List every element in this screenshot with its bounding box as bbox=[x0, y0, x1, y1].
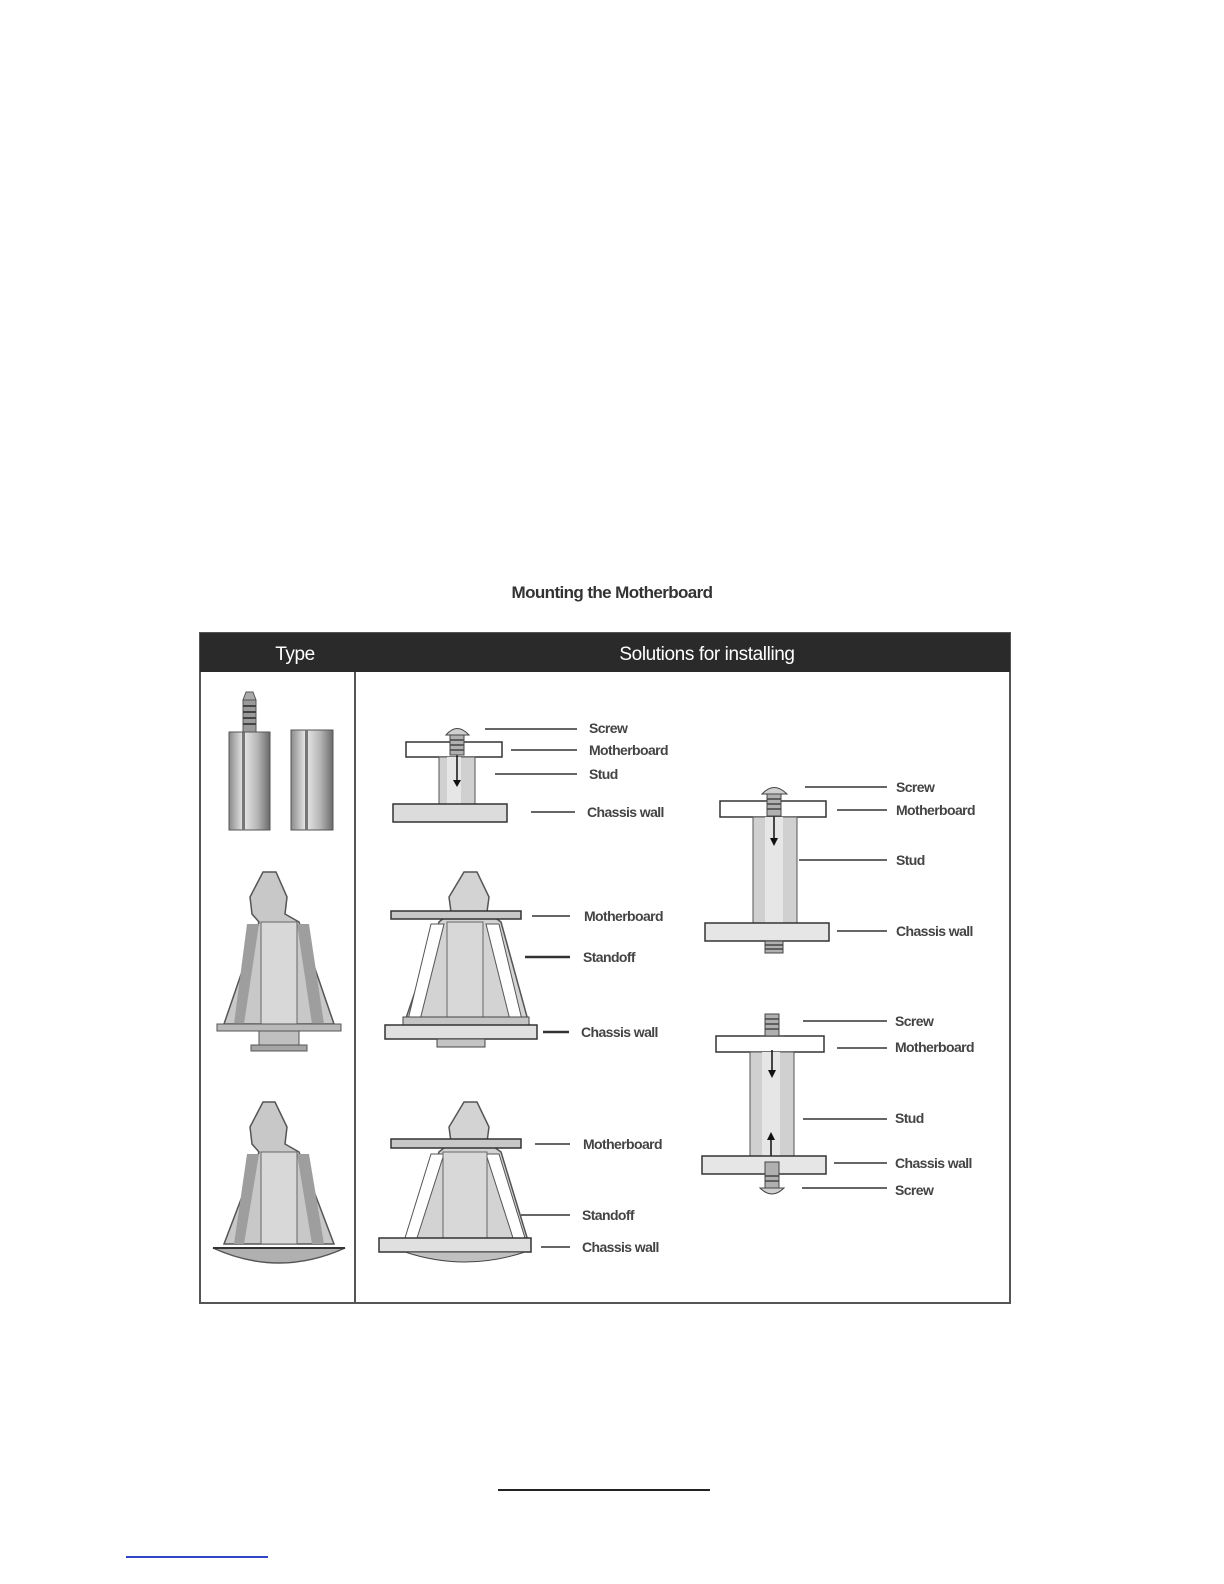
panel-a-screw-label: Screw bbox=[589, 720, 628, 736]
panel-c-motherboard-label: Motherboard bbox=[583, 1136, 662, 1152]
panel-d-chassis-label: Chassis wall bbox=[896, 923, 973, 939]
table-header-bar bbox=[200, 633, 1010, 672]
panel-e-stud-label: Stud bbox=[895, 1110, 924, 1126]
panel-c-standoff-label: Standoff bbox=[582, 1207, 634, 1223]
panel-e-screw-top-label: Screw bbox=[895, 1013, 934, 1029]
panel-e-screw-bottom-label: Screw bbox=[895, 1182, 934, 1198]
type-stud-icon bbox=[291, 730, 333, 830]
panel-a-chassis-label: Chassis wall bbox=[587, 804, 664, 820]
panel-c-chassis-label: Chassis wall bbox=[582, 1239, 659, 1255]
header-type: Type bbox=[275, 644, 315, 665]
panel-b-standoff-label: Standoff bbox=[583, 949, 635, 965]
panel-d-stud-label: Stud bbox=[896, 852, 925, 868]
panel-a-stud-label: Stud bbox=[589, 766, 618, 782]
footer-rule bbox=[498, 1489, 710, 1491]
panel-a-motherboard-label: Motherboard bbox=[589, 742, 668, 758]
panel-b-chassis-label: Chassis wall bbox=[581, 1024, 658, 1040]
panel-d-motherboard-label: Motherboard bbox=[896, 802, 975, 818]
header-solutions: Solutions for installing bbox=[619, 644, 795, 665]
panel-e-chassis-label: Chassis wall bbox=[895, 1155, 972, 1171]
panel-d-screw-label: Screw bbox=[896, 779, 935, 795]
page-title: Mounting the Motherboard bbox=[511, 583, 713, 602]
panel-b-motherboard-label: Motherboard bbox=[584, 908, 663, 924]
mounting-diagram bbox=[199, 632, 1011, 1304]
panel-e-motherboard-label: Motherboard bbox=[895, 1039, 974, 1055]
footer-link-underline bbox=[126, 1556, 268, 1558]
